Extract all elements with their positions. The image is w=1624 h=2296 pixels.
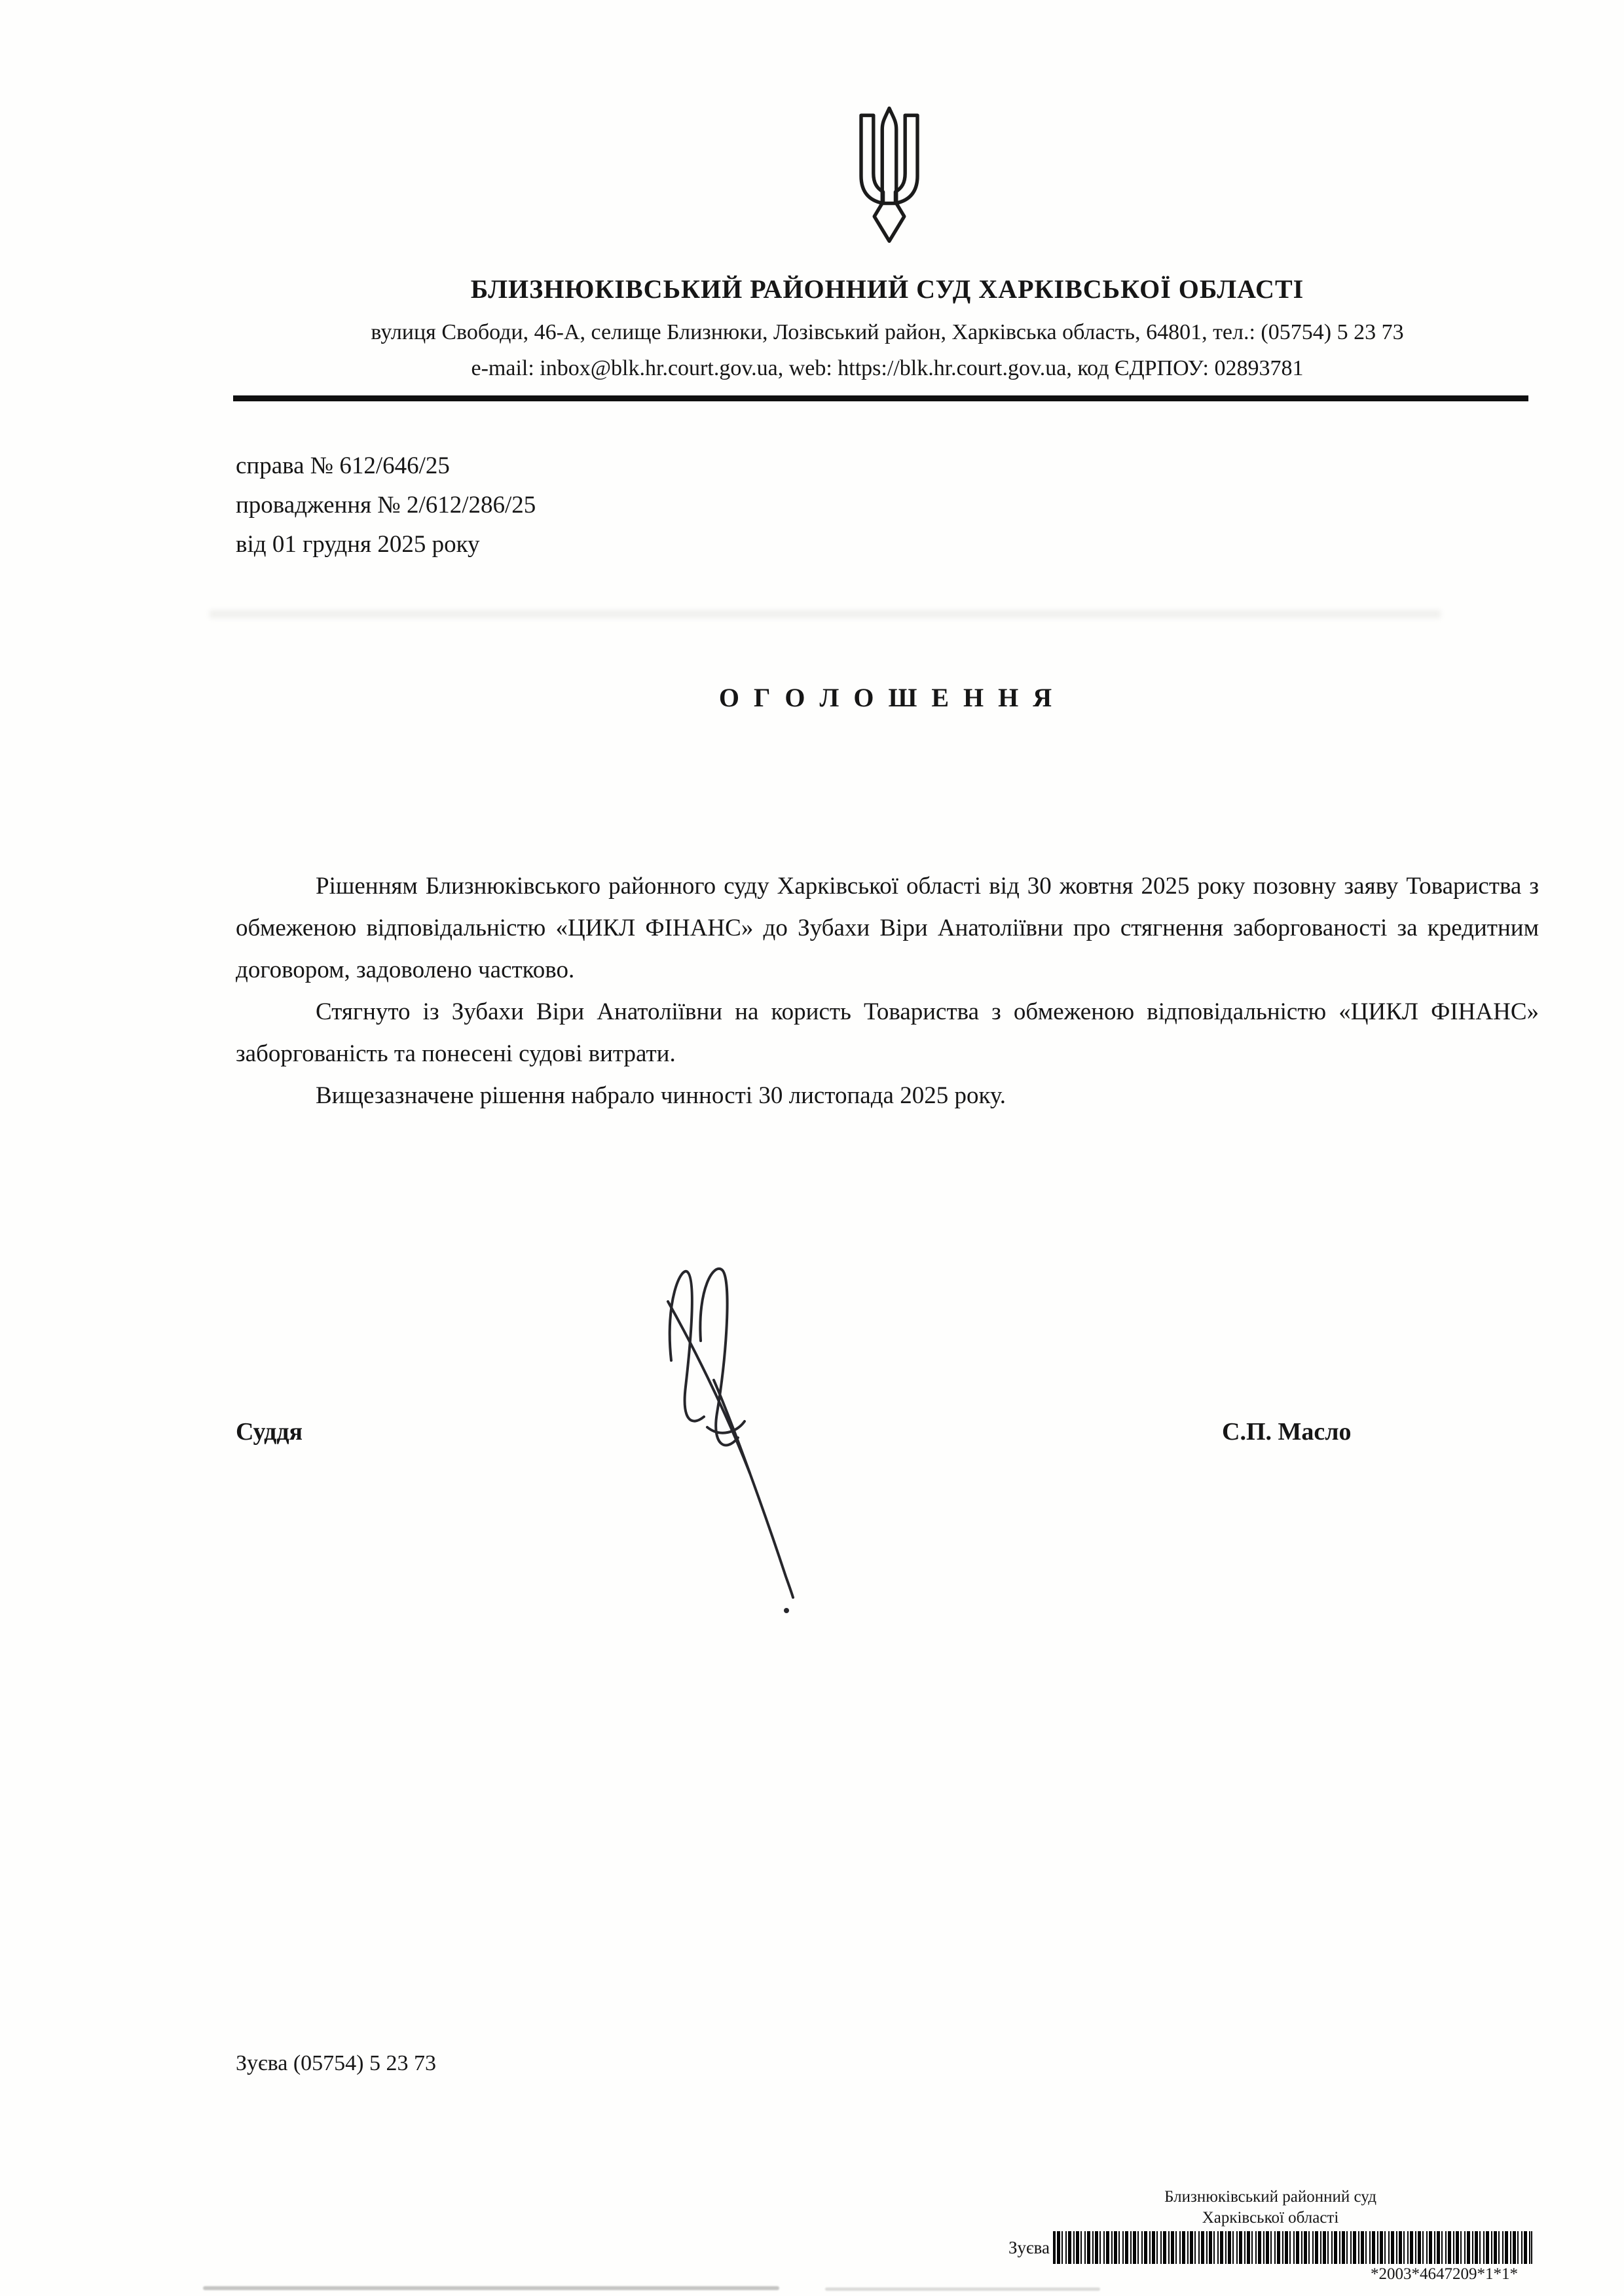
court-address: вулиця Свободи, 46-А, селище Близнюки, Лозівський район, Харківська область, 64801, тел.: (05754) 5 23 73 [371,320,1404,344]
scan-artifact [203,2286,779,2290]
judge-role-label: Суддя [236,1418,303,1446]
handwritten-signature [648,1262,812,1629]
case-info [236,446,1539,564]
body-paragraph: Стягнуто із Зубахи Віри Анатоліївни на користь Товариства з обмеженою відповідальністю «ЦИКЛ ФІНАНС» заборгованість та понесені судові витрати. [236,998,1539,1067]
court-name: БЛИЗНЮКІВСЬКИЙ РАЙОННИЙ СУД ХАРКІВСЬКОЇ ОБЛАСТІ [470,274,1304,304]
document-date: від 01 грудня 2025 року [236,531,480,558]
tryzub-coat-of-arms-icon [839,105,940,246]
clerk-contact: Зуєва (05754) 5 23 73 [236,2051,436,2075]
barcode [1053,2231,1532,2264]
body-paragraph: Рішенням Близнюківського районного суду Харківської області від 30 жовтня 2025 року позовну заяву Товариства з обмеженою відповідальністю «ЦИКЛ ФІНАНС» до Зубахи Віри Анатоліївни про стягнення заборгованості за кредитним договором, задоволено частково. [236,873,1539,983]
barcode-code: *2003*4647209*1*1* [1371,2265,1518,2283]
judge-name: С.П. Масло [1222,1418,1352,1446]
proceeding-number: провадження № 2/612/286/25 [236,492,536,519]
document-body [236,866,1539,1117]
stamp-operator-name: Зуєва [1008,2237,1050,2257]
scan-artifact [210,610,1441,618]
stamp-court-line1: Близнюківський районний суд [1164,2188,1376,2206]
case-number: справа № 612/646/25 [236,452,450,479]
registration-stamp [1008,2187,1532,2284]
scan-artifact [825,2287,1100,2291]
body-paragraph: Вищезазначене рішення набрало чинності 30 листопада 2025 року. [316,1082,1006,1109]
header-divider [233,395,1528,401]
court-contacts: e-mail: inbox@blk.hr.court.gov.ua, web: https://blk.hr.court.gov.ua, код ЄДРПОУ: 02893781 [471,356,1304,380]
stamp-court-line2: Харківської області [1202,2209,1339,2227]
announcement-title: О Г О Л О Ш Е Н Н Я [718,683,1056,712]
